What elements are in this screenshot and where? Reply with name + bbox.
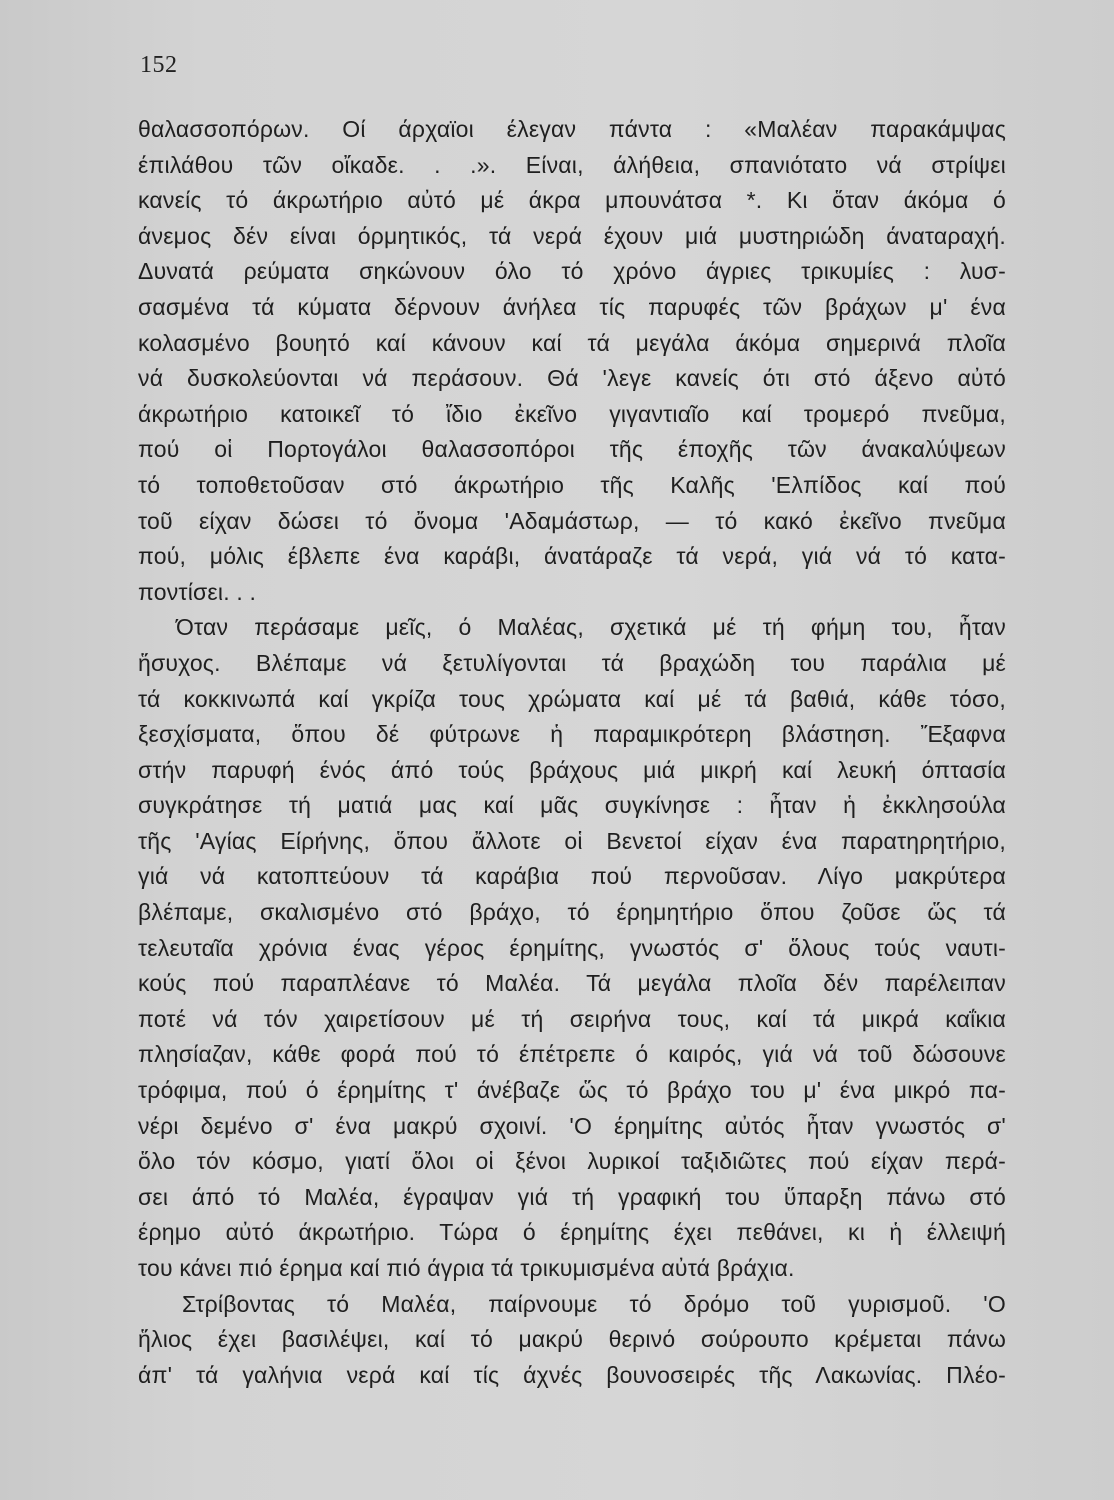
text-line: νέρι δεμένο σ' ένα μακρύ σχοινί. 'Ο έρημίτης αὐτός ἦταν γνωστός σ' [138, 1112, 1006, 1139]
text-line: τελευταῖα χρόνια ένας γέρος έρημίτης, γνωστός σ' ὅλους τούς ναυτι- [138, 934, 1006, 961]
text-line: ποντίσει. . . [138, 578, 257, 605]
text-line: Δυνατά ρεύματα σηκώνουν όλο τό χρόνο άγριες τρικυμίες : λυσ- [138, 258, 1006, 285]
text-line: τά κοκκινωπά καί γκρίζα τους χρώματα καί μέ τά βαθιά, κάθε τόσο, [138, 685, 1006, 712]
text-line: άκρωτήριο κατοικεῖ τό ἴδιο ἐκεῖνο γιγαντιαῖο καί τρομερό πνεῦμα, [138, 400, 1006, 427]
page-number: 152 [140, 52, 178, 78]
text-line: συγκράτησε τή ματιά μας καί μᾶς συγκίνησε : ἦταν ἡ ἐκκλησούλα [138, 792, 1006, 819]
text-line: νά δυσκολεύονται νά περάσουν. Θά 'λεγε κανείς ότι στό άξενο αὐτό [138, 365, 1006, 392]
text-line: σει άπό τό Μαλέα, έγραψαν γιά τή γραφική του ὕπαρξη πάνω στό [138, 1183, 1006, 1210]
text-line: έρημο αὐτό άκρωτήριο. Τώρα ό έρημίτης έχει πεθάνει, κι ἡ έλλειψή [138, 1219, 1006, 1246]
text-line: πού οἱ Πορτογάλοι θαλασσοπόροι τῆς έποχῆς τῶν άνακαλύψεων [138, 436, 1006, 463]
body-text [138, 112, 1006, 1393]
text-line: ἥσυχος. Βλέπαμε νά ξετυλίγονται τά βραχώδη του παράλια μέ [138, 649, 1006, 676]
text-line: βλέπαμε, σκαλισμένο στό βράχο, τό έρημητήριο ὅπου ζοῦσε ὥς τά [138, 899, 1006, 926]
text-line: ἥλιος έχει βασιλέψει, καί τό μακρύ θερινό σούρουπο κρέμεται πάνω [138, 1326, 1006, 1353]
paragraph-start-line: Στρίβοντας τό Μαλέα, παίρνουμε τό δρόμο τοῦ γυρισμοῦ. 'Ο [182, 1290, 1006, 1317]
text-line: τοῦ είχαν δώσει τό ὄνομα 'Αδαμάστωρ, — τό κακό ἐκεῖνο πνεῦμα [138, 507, 1006, 534]
text-line: κολασμένο βουητό καί κάνουν καί τά μεγάλα άκόμα σημερινά πλοῖα [138, 329, 1006, 356]
text-line: κανείς τό άκρωτήριο αὐτό μέ άκρα μπουνάτσα *. Κι ὅταν άκόμα ό [138, 187, 1006, 214]
text-line: έπιλάθου τῶν οἴκαδε. . .». Είναι, άλήθεια, σπανιότατο νά στρίψει [138, 151, 1006, 178]
text-line: ποτέ νά τόν χαιρετίσουν μέ τή σειρήνα τους, καί τά μικρά καΐκια [138, 1005, 1006, 1032]
text-line: άπ' τά γαλήνια νερά καί τίς άχνές βουνοσειρές τῆς Λακωνίας. Πλέο- [138, 1361, 1006, 1388]
text-line: τῆς 'Αγίας Είρήνης, ὅπου ἄλλοτε οἱ Βενετοί είχαν ένα παρατηρητήριο, [138, 827, 1006, 854]
text-line: πού, μόλις έβλεπε ένα καράβι, άνατάραζε τά νερά, γιά νά τό κατα- [138, 543, 1006, 570]
text-line: σασμένα τά κύματα δέρνουν άνήλεα τίς παρυφές τῶν βράχων μ' ένα [138, 293, 1006, 320]
text-line: πλησίαζαν, κάθε φορά πού τό έπέτρεπε ό καιρός, γιά νά τοῦ δώσουνε [138, 1041, 1006, 1068]
text-line: τρόφιμα, πού ό έρημίτης τ' άνέβαζε ὥς τό βράχο του μ' ένα μικρό πα- [138, 1077, 1006, 1104]
text-line: γιά νά κατοπτεύουν τά καράβια πού περνοῦσαν. Λίγο μακρύτερα [138, 863, 1006, 890]
text-line: ξεσχίσματα, ὅπου δέ φύτρωνε ἡ παραμικρότερη βλάστηση. Ἔξαφνα [138, 721, 1006, 748]
text-line: του κάνει πιό έρημα καί πιό άγρια τά τρικυμισμένα αὐτά βράχια. [138, 1255, 795, 1281]
text-line: στήν παρυφή ένός άπό τούς βράχους μιά μικρή καί λευκή όπτασία [138, 756, 1006, 783]
text-line: κούς πού παραπλέανε τό Μαλέα. Τά μεγάλα πλοῖα δέν παρέλειπαν [138, 970, 1006, 997]
text-line: τό τοποθετοῦσαν στό άκρωτήριο τῆς Καλῆς 'Ελπίδος καί πού [138, 471, 1006, 498]
text-line: θαλασσοπόρων. Οί άρχαϊοι έλεγαν πάντα : «Μαλέαν παρακάμψας [138, 116, 1006, 142]
text-line: ὅλο τόν κόσμο, γιατί ὅλοι οἱ ξένοι λυρικοί ταξιδιῶτες πού είχαν περά- [138, 1148, 1006, 1175]
text-line: άνεμος δέν είναι όρμητικός, τά νερά έχουν μιά μυστηριώδη άναταραχή. [138, 222, 1006, 249]
paragraph-start-line: Όταν περάσαμε μεῖς, ό Μαλέας, σχετικά μέ τή φήμη του, ἦταν [176, 614, 1006, 641]
